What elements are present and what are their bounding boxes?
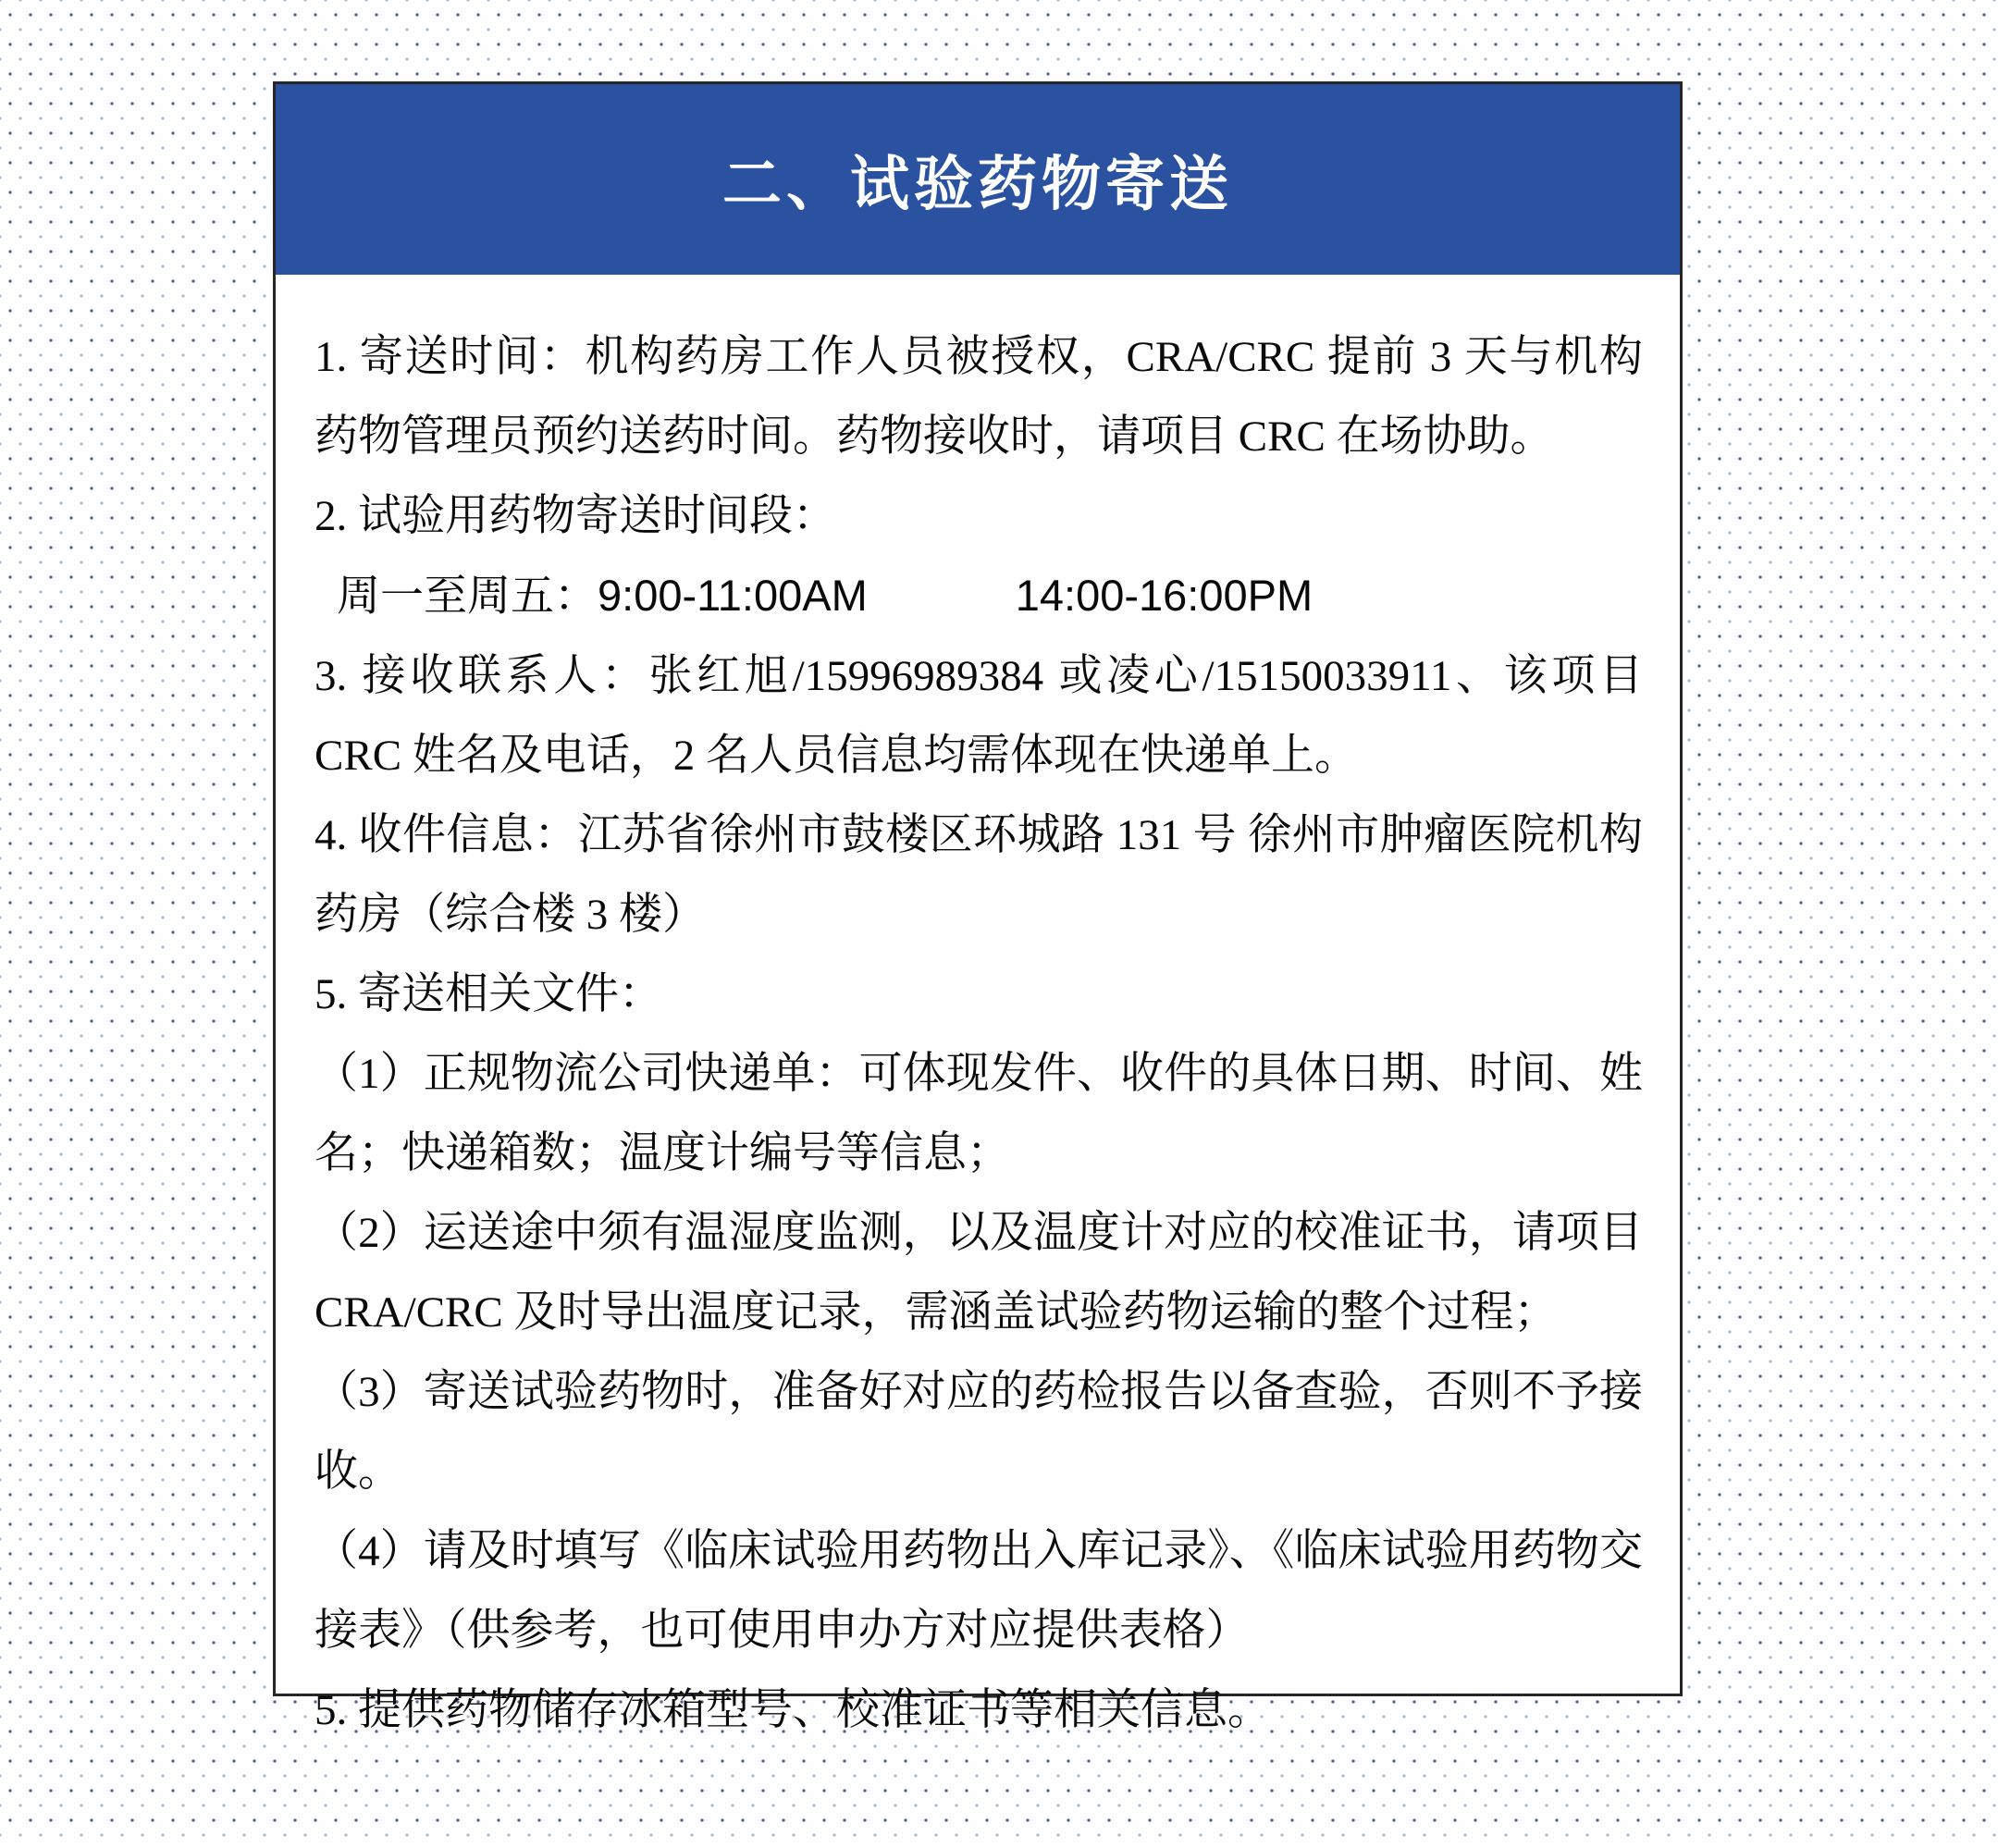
list-subitem-2: （2）运送途中须有温湿度监测，以及温度计对应的校准证书，请项目 CRA/CRC 及时导出温度记录，需涵盖试验药物运输的整个过程； [314, 1209, 1643, 1337]
schedule-days-label: 周一至周五： [337, 573, 598, 621]
list-item-5-heading: 5. 寄送相关文件： [314, 970, 662, 1018]
list-subitem-1: （1）正规物流公司快递单：可体现发件、收件的具体日期、时间、姓名；快递箱数；温度计编号等信息； [314, 1050, 1643, 1177]
list-item-schedule [314, 556, 1643, 636]
list-item-1: 1. 寄送时间：机构药房工作人员被授权，CRA/CRC 提前 3 天与机构药物管理员预约送药时间。药物接收时，请项目 CRC 在场协助。 [314, 333, 1643, 461]
list-subitem-4: （4）请及时填写《临床试验用药物出入库记录》、《临床试验用药物交接表》（供参考，也可使用申办方对应提供表格） [314, 1527, 1643, 1655]
page-title: 二、试验药物寄送 [722, 151, 1233, 217]
card-body [276, 275, 1680, 1750]
list-item-6: 5. 提供药物储存冰箱型号、校准证书等相关信息。 [314, 1686, 1271, 1734]
list-item-2-heading: 2. 试验用药物寄送时间段： [314, 492, 836, 540]
schedule-morning-time: 9:00-11:00AM [598, 571, 868, 620]
list-item-4: 4. 收件信息：江苏省徐州市鼓楼区环城路 131 号 徐州市肿瘤医院机构药房（综合楼 3 楼） [314, 811, 1643, 939]
list-item-3: 3. 接收联系人：张红旭/15996989384 或凌心/15150033911、该项目 CRC 姓名及电话，2 名人员信息均需体现在快递单上。 [314, 652, 1643, 780]
list-subitem-3: （3）寄送试验药物时，准备好对应的药检报告以备查验，否则不予接收。 [314, 1368, 1643, 1496]
document-card [273, 81, 1683, 1734]
schedule-afternoon-time: 14:00-16:00PM [1015, 571, 1314, 620]
card-header [276, 84, 1680, 275]
